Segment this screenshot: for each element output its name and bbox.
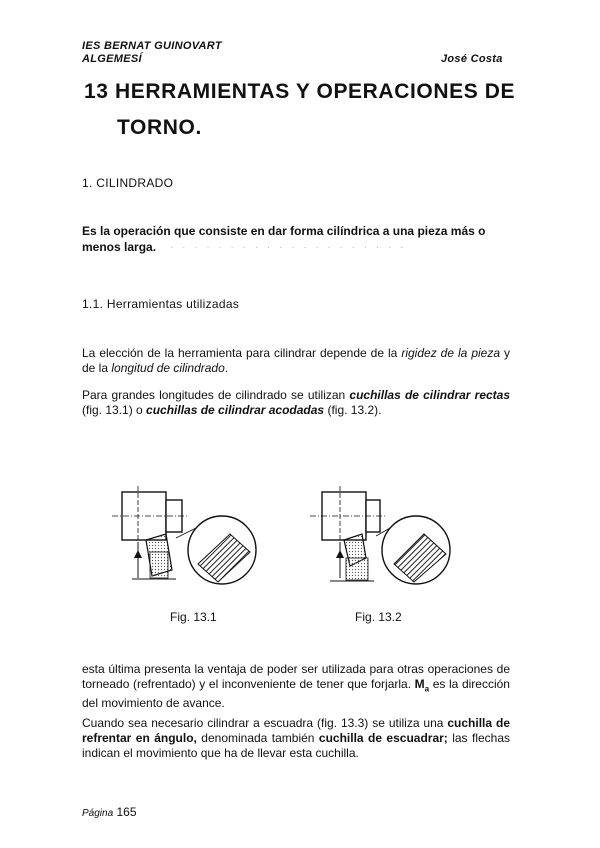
paragraph-ventaja: esta última presenta la ventaja de poder ser utilizada para otras operaciones de torneado (refrentado) y el inconveniente de tener que forjarla. $M_a$ es la dirección del movimiento de avance. — [82, 662, 510, 711]
school-town: ALGEMESÍ — [82, 53, 142, 65]
paragraph-escuadra: Cuando sea necesario cilindrar a escuadra (fig. 13.3) se utiliza una cuchilla de refrentar en ángulo, denominada también cuchilla de escuadrar; las flechas indican el movimiento que ha de llevar esta cuchilla. — [82, 716, 511, 760]
definition-line-2: menos larga. — [82, 240, 157, 254]
figure-13-2-caption: Fig. 13.2 — [355, 610, 402, 624]
page-footer: Página 165 — [82, 805, 137, 819]
section-heading-cilindrado: 1. CILINDRADO — [82, 176, 174, 190]
figure-13-2-bent-cutting-tool — [300, 478, 460, 590]
scan-noise: · · · · · · · · · · · · · · · · · · · · — [170, 242, 407, 253]
paragraph-longitudes: Para grandes longitudes de cilindrado se utilizan cuchillas de cilindrar rectas (fig. 13.1) o cuchillas de cilindrar acodadas (fig. 13.2). — [82, 388, 511, 417]
figure-13-1-straight-cutting-tool — [112, 478, 272, 590]
subsection-heading-herramientas: 1.1. Herramientas utilizadas — [82, 297, 240, 311]
author-name: José Costa — [441, 53, 503, 65]
school-name: IES BERNAT GUINOVART — [82, 40, 222, 52]
figure-13-1-caption: Fig. 13.1 — [170, 610, 217, 624]
paragraph-eleccion: La elección de la herramienta para cilindrar depende de la rigidez de la pieza y de la longitud de cilindrado. — [82, 346, 510, 375]
chapter-title-line2: TORNO. — [117, 116, 202, 139]
definition-line-1: Es la operación que consiste en dar forma cilíndrica a una pieza más o — [82, 224, 486, 238]
chapter-title-line1: 13 HERRAMIENTAS Y OPERACIONES DE — [84, 80, 516, 103]
